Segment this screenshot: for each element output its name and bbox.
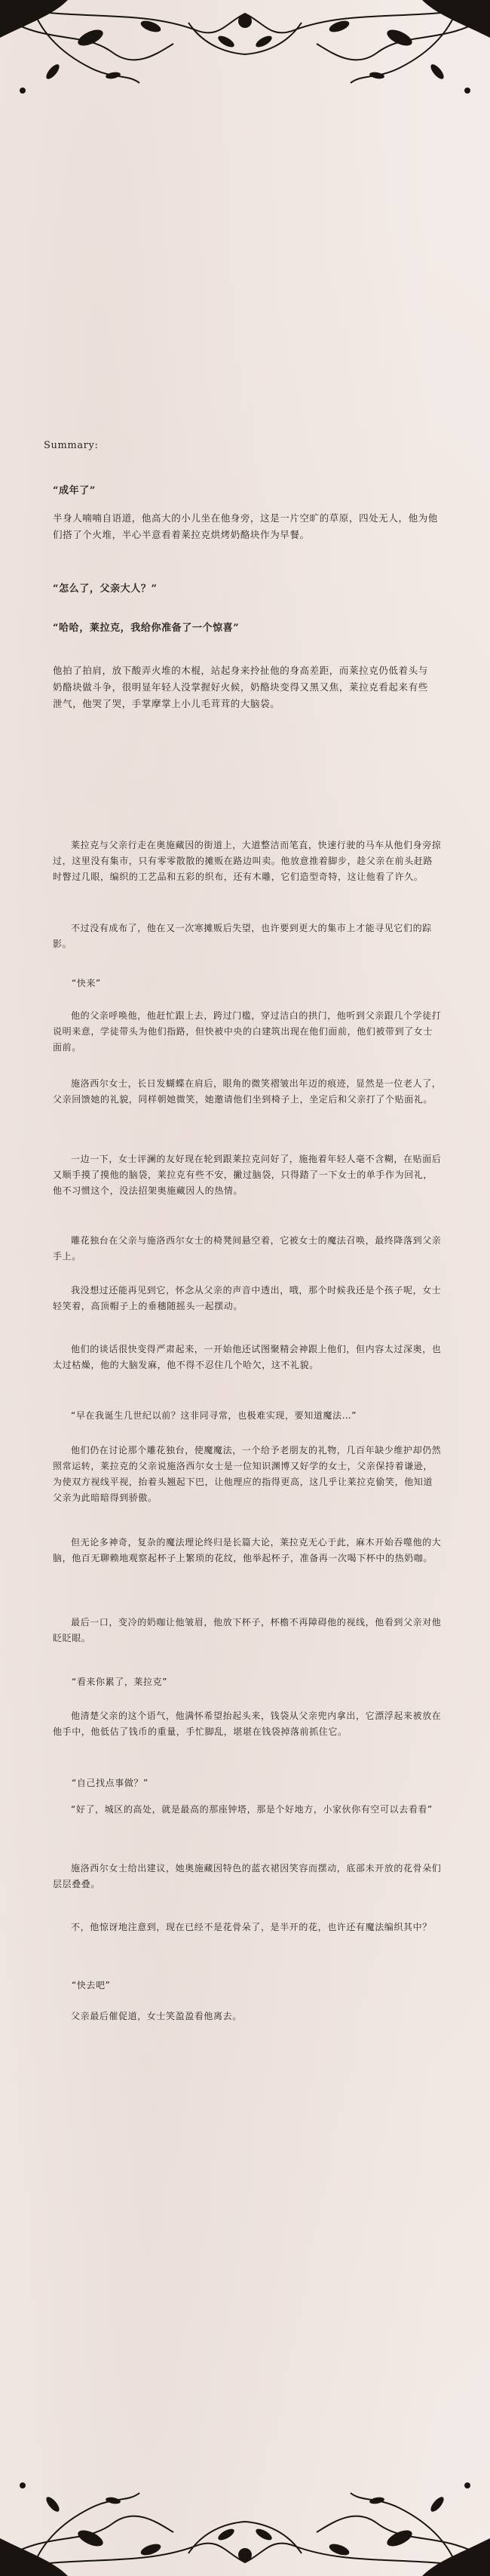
story-paragraph: 他们仍在讨论那个雕花独台，使魔魔法，一个给予老朋友的礼物，几百年缺少维护却仍然照常运转，莱拉克的父亲说施洛西尔女士是一位知识渊博又好学的女士，父亲保持着谦逊，为使双方视线平视，抬着头翘起下巴，让他理应的指得更高，这几乎让莱拉克偷笑，他知道父亲为此暗暗得到骄傲。 — [53, 1445, 442, 1503]
summary-label: Summary: — [44, 440, 99, 451]
story-paragraph: “早在我诞生几世纪以前？这非同寻常，也极难实现，要知道魔法…” — [71, 1410, 357, 1421]
bottom-floral-ornament — [0, 2463, 490, 2576]
intro-quote-2: “哈哈，莱拉克，我给你准备了一个惊喜” — [53, 622, 240, 634]
story-paragraph: 他的父亲呼唤他，他赶忙跟上去，跨过门槛，穿过洁白的拱门，他听到父亲跟几个学徒打说明来意，学徒带头为他们指路，但快被中央的白建筑出现在他们面前，他们被带到了女士面前。 — [53, 1010, 442, 1053]
story-paragraph: 不，他惊讶地注意到，现在已经不是花骨朵了，是半开的花，也许还有魔法编织其中？ — [71, 1922, 432, 1932]
story-paragraph: “好了，城区的高处，就是最高的那座钟塔，那是个好地方，小家伙你有空可以去看看” — [71, 1804, 433, 1815]
story-paragraph: 施洛西尔女士，长日发蝴蝶在肩后，眼角的微笑褶皱出年迈的痕迹，显然是一位老人了，父亲回馈她的礼貌，同样朝她微笑，她邀请他们坐到椅子上，坐定后和父亲打了个贴面礼。 — [53, 1078, 442, 1105]
story-paragraph: 莱拉克与父亲行走在奥施藏因的街道上，大道整洁而笔直，快速行驶的马车从他们身旁掠过，这里没有集市，只有零零散散的摊贩在路边叫卖。他放意推着脚步，趁父亲在前头赶路时瞥过几眼，编织的工艺品和五彩的织布，还有木雕，它们造型奇特，这让他看了许久。 — [53, 840, 442, 882]
chapter-title: “成年了” — [53, 485, 96, 496]
story-paragraph: 他清楚父亲的这个语气，他满怀希望抬起头来，钱袋从父亲兜内拿出，它漂浮起来被放在他手中，他低估了钱币的重量，手忙脚乱，堪堪在钱袋掉落前抓住它。 — [53, 1711, 442, 1737]
story-paragraph: 父亲最后催促道，女士笑盈盈看他离去。 — [71, 2011, 242, 2021]
story-dialog: “自己找点事做？” — [72, 1778, 149, 1788]
intro-paragraph-1: 半身人喃喃自语道，他高大的小儿坐在他身旁，这是一片空旷的草原，四处无人，他为他们搭了个火堆，半心半意看着莱拉克烘烤奶酪块作为早餐。 — [53, 512, 438, 540]
story-paragraph: 不过没有成布了，他在又一次寒摊贩后失望，也许要到更大的集市上才能寻见它们的踪影。 — [53, 923, 432, 949]
story-paragraph: 一边一下，女士评澜的友好现在轮到跟莱拉克问好了，施拖着年轻人毫不含糊，在贴面后又顺手摸了摸他的脑袋，莱拉克有些不安，撇过脑袋，只得踏了一下女士的单手作为回礼，他不习惯这个，没法招架奥施藏因人的热情。 — [53, 1154, 442, 1196]
story-paragraph: 施洛西尔女士给出建议，她奥施藏因特色的蓝衣裙因笑容而摆动，底部未开放的花骨朵们层层叠叠。 — [53, 1863, 442, 1889]
story-dialog: “快去吧” — [72, 1980, 111, 1990]
top-floral-ornament — [0, 0, 490, 106]
story-paragraph: 最后一口，变冷的奶咖让他皱眉，他放下杯子，杯檐不再障碍他的视线，他看到父亲对他眨眨眼。 — [53, 1617, 442, 1643]
story-paragraph: 雕花独台在父亲与施洛西尔女士的椅凳间悬空着，它被女士的魔法召唤，最终降落到父亲手上。 — [53, 1235, 442, 1262]
story-dialog: “快来” — [72, 978, 101, 988]
story-paragraph: 他们的谈话很快变得严肃起来，一开始他还试图聚精会神跟上他们，但内容太过深奥，也太过枯燥，他的大脑发麻，他不得不忍住几个哈欠，这不礼貌。 — [53, 1344, 442, 1370]
intro-quote-1: “怎么了，父亲大人？” — [53, 583, 158, 595]
story-paragraph: 我没想过还能再见到它，怀念从父亲的声音中透出，哦，那个时候我还是个孩子呢，女士轻笑着，高顶帽子上的垂穗随摇头一起摆动。 — [53, 1285, 442, 1311]
intro-paragraph-2: 他拍了拍肩，放下酸弄火堆的木棍，站起身来拎扯他的身高差距，而莱拉克仍低着头与奶酪块做斗争，很明显年轻人没掌握好火候，奶酪块变得又黑又焦，莱拉克看起来有些泄气，他哭了哭，手掌摩掌上小儿毛茸茸的大脑袋。 — [53, 665, 428, 709]
story-paragraph: 但无论多神奇，复杂的魔法理论终归是长篇大论，莱拉克无心于此，麻木开始吞噬他的大脑，他百无聊赖地观察起杯子上繁琐的花纹，他举起杯子，准备再一次喝下杯中的热奶咖。 — [53, 1537, 442, 1563]
story-dialog: “看来你累了，莱拉克” — [72, 1677, 168, 1687]
